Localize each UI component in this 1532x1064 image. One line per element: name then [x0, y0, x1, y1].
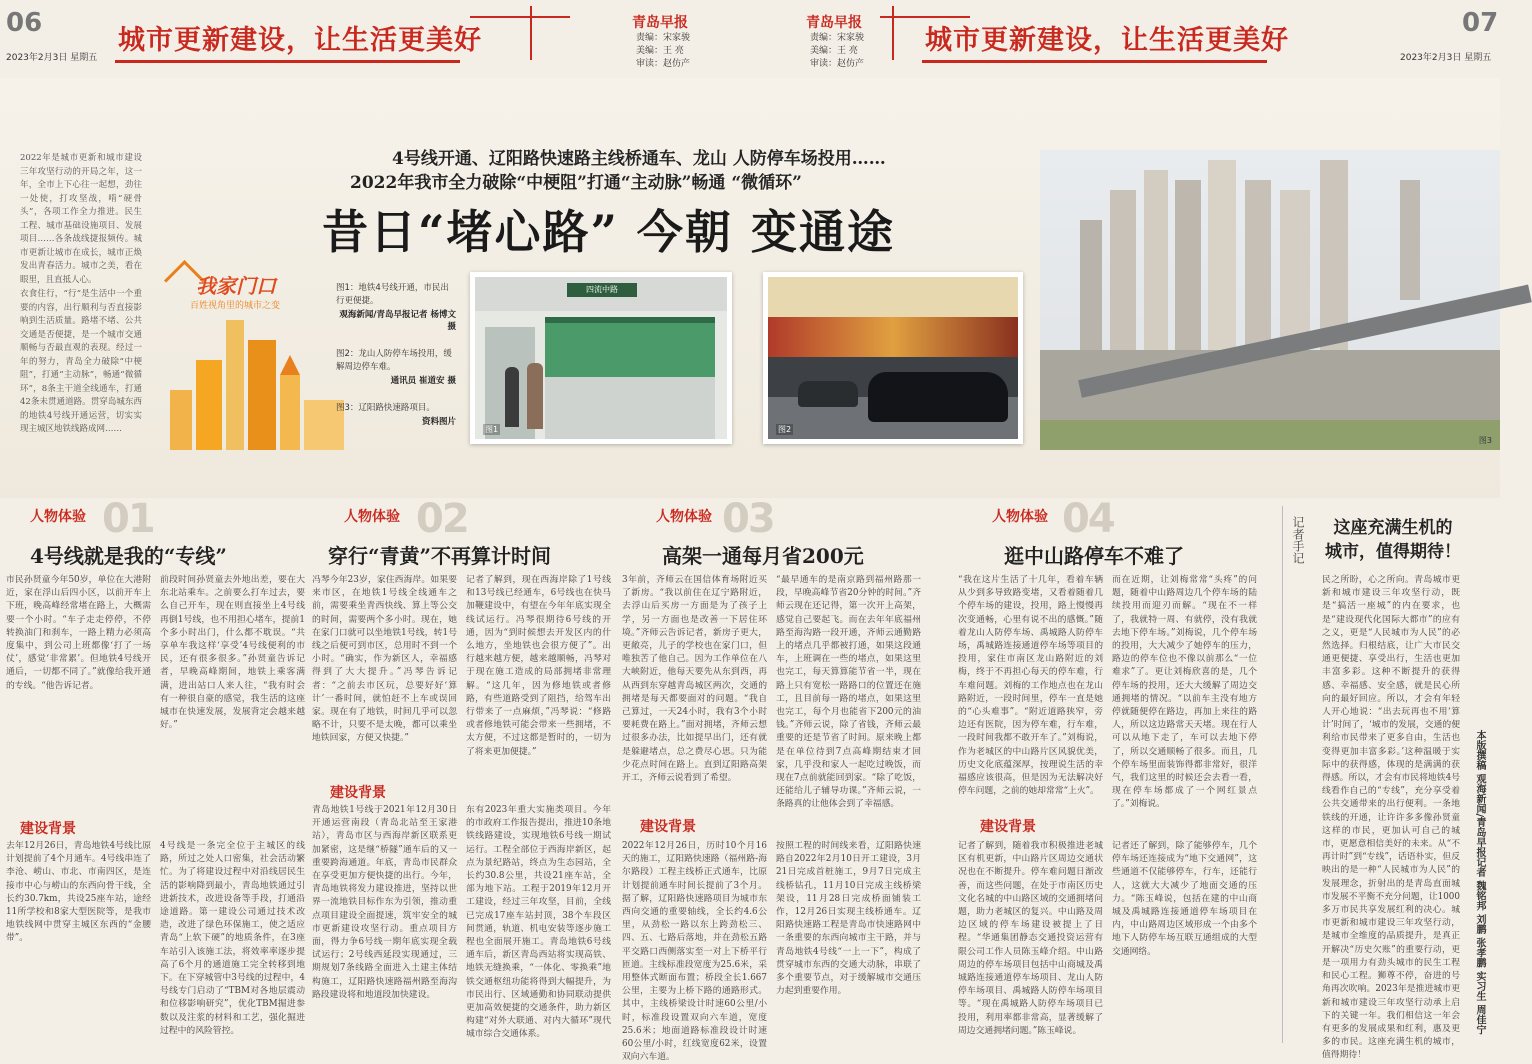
photo-captions — [336, 282, 456, 427]
left-page-number: 06 — [6, 8, 43, 38]
reporter-credits: 本版撰稿 观海新闻/青岛早报记者 魏铭邦 刘鹏 张孝鹏 实习生 周佳宁 — [1474, 730, 1485, 1035]
caption-2-credit: 通讯员 崔道安 摄 — [390, 376, 456, 386]
section-1-background-heading: 建设背景 — [20, 821, 76, 837]
credit-line: 责编：宋家骏 — [636, 33, 691, 43]
section-4-number: 04 — [1062, 496, 1114, 542]
skyline-illustration — [170, 300, 350, 450]
sidebar-title-line-2: 城市，值得期待！ — [1325, 542, 1461, 562]
section-4-body-b: 而在近期，让刘梅常常“头疼”的问题，随着中山路周边几个停车场的陆续投用而迎刃而解。“现在不一样了，我就特一周、有就停，没有我就去地下停车场。”刘梅说，几个停车场的投用，大大减少了她停车的压力，路边的停车位也不像以前那么“一位难求”了。更让刘梅欣喜的是，几个停车场的投用，还大大缓解了周边交通拥堵的情况。“以前车主没有地方停就随便停在路边，再加上来往的路人，所以这边路常天天堵。现在行人可以从地下走了，车可以去地下停了，所以交通顺畅了很多。而且，几个停车场里面装饰得都非常好，很洋气，我们这里的时候还会去看一看，现在停车场都成了一个网红景点了。”刘梅说。 — [1112, 575, 1257, 810]
logo-main-text: 我家门口 — [196, 274, 276, 298]
photo-2-label: 图2 — [778, 425, 792, 434]
section-4-tag: 人物体验 — [992, 509, 1048, 525]
section-4-title: 逛中山路停车不难了 — [1004, 544, 1184, 568]
section-1-number: 01 — [102, 496, 154, 542]
left-header-bar — [115, 60, 460, 63]
section-2-background-a: 青岛地铁1号线于2021年12月30日开通运营南段（青岛北站至王家港站），青岛市区与西海岸新区联系更加紧密，这是继“桥隧”通车后的又一重要跨海通道。年底，青岛市民群众在享受更加方便快捷的出行。今年，青岛地铁将发力建设推进，坚持以世界一流地铁目标作东为引领，推动重点项目建设全面提速，筑牢安全的城市更新建设攻坚行动。重点项目方面，得力争6号线一期年底实现全载试运行；2号线西延段实现通过，三期规划7条线路全面进入土建主体结构施工，辽阳路快速路福州路至海沟路段建设将和地道段加快建设。 — [312, 805, 457, 1000]
section-3-background-heading: 建设背景 — [640, 819, 696, 835]
caption-3-text: 图3：辽阳路快速路项目。 — [336, 403, 435, 413]
section-2-tag: 人物体验 — [344, 509, 400, 525]
crane-icon — [892, 6, 896, 60]
logo-sub-text: 百姓视角里的城市之变 — [190, 301, 281, 311]
section-4 — [992, 496, 1272, 542]
feature-intro-2: 衣食住行，“行”是生活中一个重要的内容，出行顺利与否直接影响到生活质量。路堵不堵、公共交通是否便捷，是一个城市交通顺畅与否最直观的表现。经过一年的努力，青岛全力破除“中梗阻”，打通“主动脉”，畅通“微循环”，8条主干道全线通车，打通42条未贯通道路。贯穿岛城东西的地铁4号线开通运营，切实实现主城区地铁线路成网…… — [20, 289, 142, 434]
section-1-background-b: 4号线是一条完全位于主城区的线路，所过之处人口密集，社会活动繁忙。为了将建设过程中对沿线居民生活的影响降到最小，青岛地铁通过引进新技术，改进设备等手段，打通沿途道路。第一建设公司通过技术改造，改进了绿色环保施工，使之适应青岛“上软下硬”的地质条件，在3座车站引入该施工法，将效率率逐步提高了6个月的通道施工完全转移到地下。在下穿城管中3号线的过程中，4号线专门启动了“TBM对各地层震动和位移影响研究”，优化TBM掘进参数以及注浆的材料和工艺，强化掘进过程中的风险管控。 — [160, 841, 305, 1036]
photo-aerial-city — [1040, 150, 1500, 450]
section-2-body-a: 冯琴今年23岁，家住西海岸。如果要来市区，在地铁1号线全线通车之前，需要乘坐青西快线、算上等公交的时间，需要两个多小时。现在，她在家门口就可以坐地铁1号线，转1号线之后便可到市区，总用时不到一个小时。“确实，作为新区人，幸福感得到了大大提升。”冯琴告诉记者：“之前去市区玩，总要好好‘算计’一番时间，就怕赶不上车或误回家。现在有了地铁，时间几乎可以忽略不计，只要不是太晚，都可以乘坐地铁回家，方便又快捷。” — [312, 575, 457, 744]
section-1 — [30, 496, 310, 542]
credit-line: 美编：王 亮 — [810, 46, 858, 56]
section-2-background-b: 东有2023年重大实施类项目。今年的市政府工作报告提出，推进10条地铁线路建设，实现地铁6号线一期试运行。工程全部位于西海岸新区，起点为景纪路站，终点为生态园站，全长约30.8公里，共设21座车站，全部为地下站。工程于2019年12月开工建设，经过三年攻坚，目前，全线已完成17座车站封顶，38个车段区间贯通，轨道、机电安装等逐步施工程也全面展开施工。青岛地铁6号线通车后，新区青岛西站将实现高铁、地铁无缝换乘，“一体化、零换乘”地铁交通枢纽功能将得到大幅提升，为市民出行、区域通勤和协同联动提供更加高效便捷的交通条件，助力新区构建“对外大联通、对内大循环”现代城市综合交通体系。 — [466, 805, 611, 1040]
section-1-body-a: 市民孙贤童今年50岁，单位在大港附近，家在浮山后四小区，以前开车上下班，晚高峰经常堵在路上，大概需要一个小时。“车子走走停停，不停转换油门和刹车，一路上精力必须高度集中，到公司上班都像‘打了一场仗’，感觉‘非常累’。但地铁4号线开通后，一切都不同了。”就像给我开通的专线。“他告诉记者。 — [6, 575, 151, 691]
left-section-title: 城市更新建设，让生活更美好 — [118, 25, 482, 56]
feature-kicker-1: 4号线开通、辽阳路快速路主线桥通车、龙山 人防停车场投用…… — [392, 149, 886, 169]
photo-1-label: 图1 — [485, 425, 499, 434]
section-4-body-a: “我在这片生活了十几年，看着车辆从少到多导致路变堵，又看着随着几个停车场的建设，投用，路上慢慢再次变通畅，心里有说不出的感慨。”随着龙山人防停车场、禹城路人防停车场，禹城路连接通道停车场等项目的投用，家住市南区龙山路附近的刘梅，终于不再担心每天的停车难，行车难问题。刘梅的工作地点也在龙山路附近，一段时间里，停车一直是她的“心头难事”。“附近道路狭窄，旁边还有医院，因为停车难，行车难，一段时间我都不敢开车了。”刘梅说，作为老城区的中山路片区风貌优美，历史文化底蕴深厚，按理说生活的幸福感应该很高，但是因为无法解决好停车问题，之前的她却常常“上火”。 — [958, 575, 1103, 797]
crane-icon — [530, 6, 534, 60]
photo-parking — [763, 272, 1023, 444]
sidebar-body: 民之所盼，心之所向。青岛城市更新和城市建设三年攻坚行动，既是“搞活一座城”的内在要求，也是“建设现代化国际大都市”的应有之义，更是“人民城市为人民”的必然选择。归根结底，让广大市民交通更便捷、享受出行，生活也更加丰富多彩。这种不断提升的获得感、幸福感、安全感，就是民心所向的最好回应。所以，才会有年轻人开心地说：“出去玩再也不用‘算计’时间了，‘城市的发展，交通的便利给市民带来了更多自由，生活也变得更加丰富多彩。’这种温暖于实际中的获得感，体现的是满满的获得感。所以，才会有市民将地铁4号线看作自己的“专线”，充分享受着公共交通带来的出行便利。一条地铁线的开通，让许许多多像孙贤童这样的市民，更加认可自己的城市，更愿意相信美好的未来。从“不再计时”到“专线”，话语朴实，但反映出的是一种“人民城市为人民”的发展理念，折射出的是青岛直面城市发展不平衡不充分问题，让1000多万市民共享发展红利的决心。城市更新和城市建设三年攻坚行动，是城市全维度的品质提升，是真正开解决“历史欠账”的重要行动，更是一项用力有劲头城市的民生工程和民心工程。狮尊不停，奋进的号角再次吹响。2023年是推进城市更新和城市建设三年攻坚行动承上启下的关键一年。我们相信这一年会有更多的发展成果和红利，惠及更多的市民。这座充满生机的城市，值得期待！ — [1322, 575, 1460, 1061]
section-3 — [656, 496, 936, 542]
right-credits — [810, 32, 864, 71]
section-3-tag: 人物体验 — [656, 509, 712, 525]
section-2 — [344, 496, 624, 542]
caption-1-credit: 观海新闻/青岛早报记者 杨博文 摄 — [339, 310, 456, 332]
section-1-body-b: 前段时间孙贤童去外地出差，要在大东北站乘车。之前要么打车过去，要么自己开车，现在则直接坐上4号线再倒1号线，也不用担心堵车，提前1个多小时出门，什么都不耽误。“共享单车我这样‘享受’4号线便利的市民，还有很多很多。”孙贤童告诉记者，早晚高峰期间，地铁上乘客满满，进出站口人来人往，“我有时会有一种很自豪的感觉，我生活的这座城市在快速发展，发展背定会越来越好。” — [160, 575, 305, 731]
section-3-background-a: 2022年12月26日，历时10个月16天的施工，辽阳路快速路（福州路-海尔路段）工程主线桥正式通车，比原计划提前通车时间长提前了3个月。据了解，辽阳路快速路项目为城市东西向交通的重要轴线，全长约4.6公里，从劲松一路以东上跨劲松三、四、五、七路后落地，并在劲松五路平交路口西侧落实至一对上下桥平行匝道。主线标准段宽度为25.6米，采用整体式断面布置；桥段全长1.667公里，主要为上桥下路的通路形式。其中，主线桥梁设计时速60公里/小时，标准段设置双向六车道，宽度25.6米；地面道路标准段设计时速60公里/小时，红线宽度62米，设置双向六车道。 — [622, 841, 767, 1063]
section-2-title: 穿行“青黄”不再算计时间 — [328, 544, 552, 568]
right-paper-name: 青岛早报 — [806, 15, 862, 31]
section-1-background-a: 去年12月26日，青岛地铁4号线比原计划提前了4个月通车。4号线串连了李沧、崂山、市北、市南四区，是连接市中心与崂山的东西向骨干线，全长约30.7km，共设25座车站，途经11所学校和8家大型医院等，是我市地铁线网中贯穿主城区东西的“金腰带”。 — [6, 841, 151, 944]
section-1-tag: 人物体验 — [30, 509, 86, 525]
photo-metro — [470, 272, 732, 444]
caption-1-text: 图1：地铁4号线开通，市民出行更便捷。 — [336, 283, 449, 306]
left-credits — [636, 32, 690, 71]
crane-arm-icon — [470, 16, 570, 18]
left-date: 2023年2月3日 星期五 — [6, 53, 98, 63]
credit-line: 审读：赵仿产 — [636, 59, 691, 69]
section-3-body-a: 3年前，齐师云在国信体育场附近买了新房。“我以前住在辽宁路附近，去浮山后买房一方面是为了孩子上学，另一方面也是改善一下居住环境。”齐师云告诉记者，新房子更大，更敞亮，儿子的学校也在家门口，但唯独苦了他自己。因为工作单位在八大峡附近，他每天要先从东到西，再从西到东穿越青岛城区两次，交通的拥堵是每天都要面对的问题。“我自己算过，一天24小时，我有3个小时要耗费在路上。”面对拥堵，齐师云想过很多办法，比如提早出门，还有就是躲避堵点，总之费尽心思。只为能少花点时间在路上。直到辽阳路高架开工，齐师云说看到了希望。 — [622, 575, 767, 784]
feature-intro: 2022年是城市更新和城市建设三年攻坚行动的开局之年，这一年，全市上下心往一起想，劲往一处使，打攻坚战，啃“硬骨头”，各项工作全力推进。民生工程、城市基础设施项目、发展项目……各条战线捷报频传。城市更新让城市在成长，城市正焕发出青春活力。城市之美，看在眼里，且直抵人心。 — [20, 153, 142, 285]
section-4-background-heading: 建设背景 — [980, 819, 1036, 835]
caption-3-credit: 资料图片 — [421, 417, 456, 427]
section-4-background-b: 记者还了解到，除了能够停车，几个停车场还连接成为“地下交通网”，这些通道不仅能够停车，行车，还能行人，这就大大减少了地面交通的压力。“陈玉峰说，包括在建的中山商城及禹城路连接通道停车场项目在内，中山路周边区域形成一个由多个地下人防停车场互联互通组成的大型交通网络。 — [1112, 841, 1257, 957]
feature-main-title: 昔日“堵心路” 今朝 变通途 — [322, 205, 895, 259]
sidebar-column-label: 记者手记 — [1291, 516, 1305, 564]
credit-line: 责编：宋家骏 — [810, 33, 865, 43]
section-2-background-heading: 建设背景 — [330, 785, 386, 801]
section-3-body-b: “最早通车的是南京路到福州路那一段，早晚高峰节省20分钟的时间。”齐师云现在还记得，第一次开上高架，感觉自己要起飞。而在去年年底福州路至海沟路一段开通，齐师云通勤路上的堵点几乎都被打通，如果这段通车，上班调在一些的堵点，如果这里也完工，每天算算能节省一半，现在路上只有宽松一路路口的位置还在施工，且目前每一路的堵点，如果这里也完工，每个月也能省下200元的油钱。”齐师云说，除了省钱，齐师云最重要的还是节省了时间。原来晚上都是在单位待到7点高峰期结束才回家，几乎没和家人一起吃过晚饭，而现在7点前就能回到家。“除了吃饭，还能给儿子辅导功课。”齐师云说，一条路真的让他体会到了幸福感。 — [776, 575, 921, 810]
right-header-bar — [922, 60, 1267, 63]
photo-3-label: 图3 — [1478, 436, 1492, 445]
section-4-background-a: 记者了解到，随着我市积极推进老城区有机更新，中山路片区周边交通状况也在不断提升。停车难问题日渐改善，而这些问题，在处于市南区历史文化名城的中山路区域的交通拥堵问题，助力老城区的复兴。中山路及周边区域的停车场建设被提上了日程。“华通集团静态交通投资运营有限公司工作人员陈玉峰介绍。中山路周边的停车场项目包括中山商城及禹城路连接通道停车场项目、龙山人防停车场项目、禹城路人防停车场项目等。“现在禹城路人防停车场项目已投用，利用率都非常高，显著缓解了周边交通拥堵问题。”陈玉峰说。 — [958, 841, 1103, 1036]
left-paper-name: 青岛早报 — [632, 15, 688, 31]
section-3-number: 03 — [722, 496, 774, 542]
right-date: 2023年2月3日 星期五 — [1400, 53, 1492, 63]
sidebar-title-line-1: 这座充满生机的 — [1333, 518, 1453, 538]
metro-sign: 四流中路 — [567, 283, 637, 297]
section-3-background-b: 按照工程的时间线来看，辽阳路快速路自2022年2月10日开工建设，3月21日完成首桩施工，9月7日完成主线桥钻孔，11月10日完成主线桥梁架设，11月28日完成桥面铺装工作，12月26日实现主线桥通车。辽阳路快速路工程是青岛市快速路网中一条重要的东西向城市主干路，并与青岛地铁4号线“一上一下”，构成了贯穿城市东西的交通大动脉，串联了多个重要节点，对于缓解城市交通压力起到重要作用。 — [776, 841, 921, 997]
section-2-body-b: 记者了解到，现在西海岸除了1号线和13号线已经通车，6号线也在快马加鞭建设中，有望在今年年底实现全线试运行。冯琴很期待6号线的开通，因为“到时候想去开发区内的什么地方，坐地铁也会很方便了”。出行越来越方便，越来越顺畅，冯琴对于现在施工造成的局部拥堵非常理解。“这几年，因为修地铁或者修路，有些道路受到了阻挡，给驾车出行带来了一点麻烦，”冯琴说：“修路或者修地铁可能会带来一些拥堵，不太方便，不过这都是暂时的，一切为了将来更加便捷。” — [466, 575, 611, 757]
section-2-number: 02 — [416, 496, 468, 542]
sidebar-title — [1318, 516, 1468, 564]
caption-2-text: 图2：龙山人防停车场投用，缓解周边停车难。 — [336, 349, 452, 372]
credit-line: 美编：王 亮 — [636, 46, 684, 56]
section-3-title: 高架一通每月省200元 — [662, 544, 864, 568]
right-page-number: 07 — [1462, 8, 1499, 38]
sidebar-divider — [1282, 506, 1283, 1043]
right-section-title: 城市更新建设，让生活更美好 — [925, 25, 1289, 56]
feature-kicker-2: 2022年我市全力破除“中梗阻”打通“主动脉”畅通 “微循环” — [350, 173, 802, 193]
section-1-title: 4号线就是我的“专线” — [30, 544, 227, 568]
credit-line: 审读：赵仿产 — [810, 59, 865, 69]
